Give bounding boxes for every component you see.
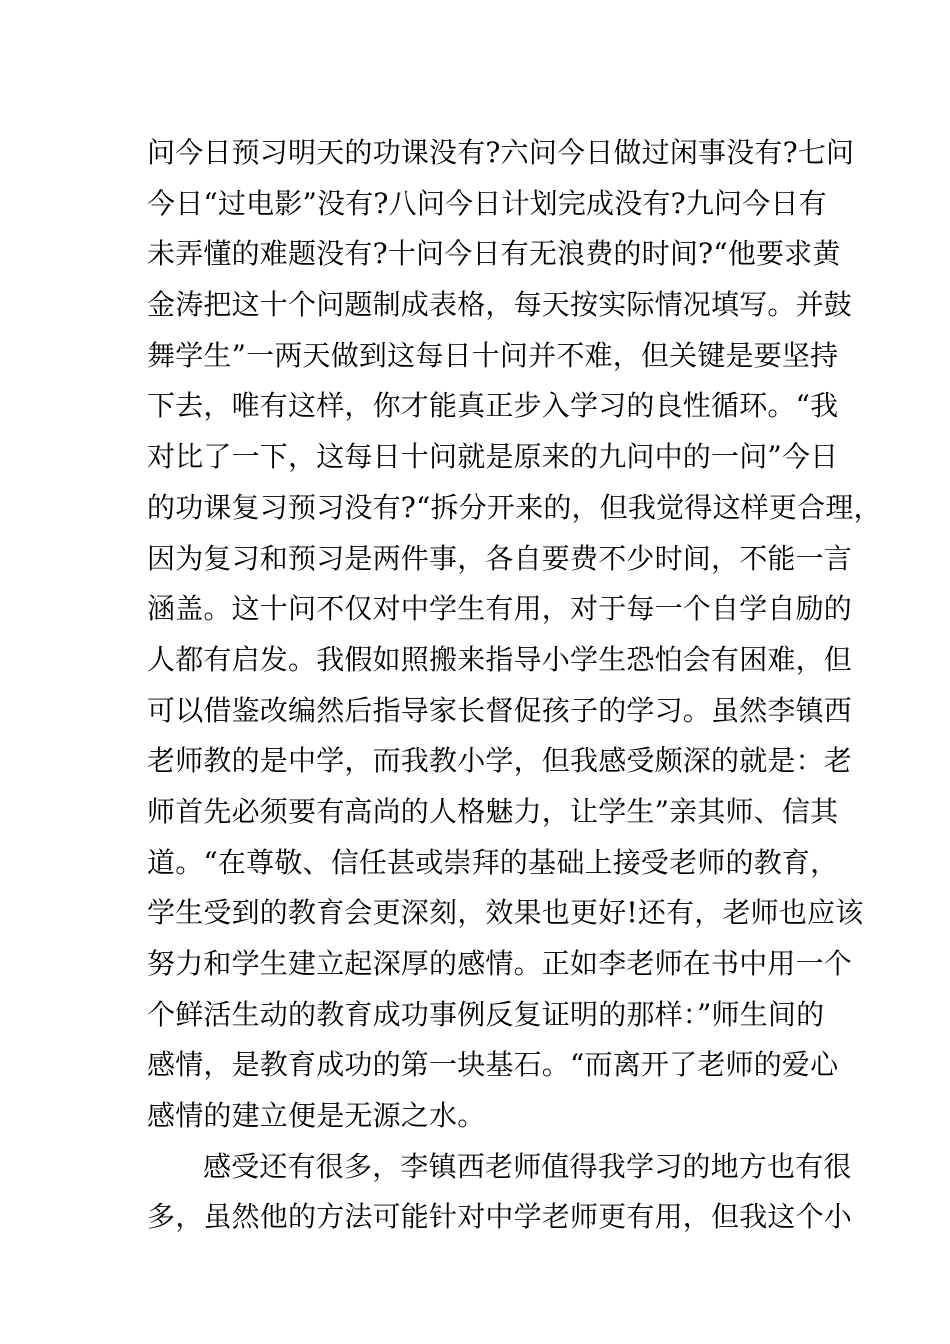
text-line: 个鲜活生动的教育成功事例反复证明的那样：”师生间的: [147, 997, 825, 1031]
text-line: 下去，唯有这样，你才能真正步入学习的良性循环。“我: [147, 389, 839, 423]
body-text: [147, 128, 882, 1243]
text-line: 师首先必须要有高尚的人格魅力，让学生”亲其师、信其: [147, 794, 839, 828]
text-line: 学生受到的教育会更深刻，效果也更好!还有，老师也应该: [147, 896, 864, 930]
text-line: 多，虽然他的方法可能针对中学老师更有用，但我这个小: [147, 1200, 853, 1234]
text-line: 感情，是教育成功的第一块基石。“而离开了老师的爱心: [147, 1048, 839, 1082]
text-line: 金涛把这十个问题制成表格，每天按实际情况填写。并鼓: [147, 288, 853, 322]
text-line: 未弄懂的难题没有?十问今日有无浪费的时间?“他要求黄: [147, 237, 841, 271]
text-line: 舞学生”一两天做到这每日十问并不难，但关键是要坚持: [147, 338, 839, 372]
text-line: 因为复习和预习是两件事，各自要费不少时间，不能一言: [147, 541, 853, 575]
text-line: 可以借鉴改编然后指导家长督促孩子的学习。虽然李镇西: [147, 693, 853, 727]
paragraph-start-line: 感受还有很多，李镇西老师值得我学习的地方也有很: [203, 1149, 852, 1183]
text-line: 道。“在尊敬、信任甚或崇拜的基础上接受老师的教育，: [147, 845, 839, 879]
text-line: 人都有启发。我假如照搬来指导小学生恐怕会有困难，但: [147, 642, 853, 676]
text-line: 对比了一下，这每日十问就是原来的九问中的一问”今日: [147, 440, 839, 474]
text-line: 努力和学生建立起深厚的感情。正如李老师在书中用一个: [147, 947, 853, 980]
text-line: 的功课复习预习没有?“拆分开来的，但我觉得这样更合理，: [147, 490, 882, 524]
text-line: 涵盖。这十问不仅对中学生有用，对于每一个自学自励的: [147, 592, 853, 626]
text-line: 老师教的是中学，而我教小学，但我感受颇深的就是：老: [147, 744, 853, 778]
text-line: 问今日预习明天的功课没有?六问今日做过闲事没有?七问: [147, 136, 855, 169]
text-line: 感情的建立便是无源之水。: [147, 1099, 486, 1133]
text-line: 今日“过电影”没有?八问今日计划完成没有?九问今日有: [147, 186, 827, 220]
